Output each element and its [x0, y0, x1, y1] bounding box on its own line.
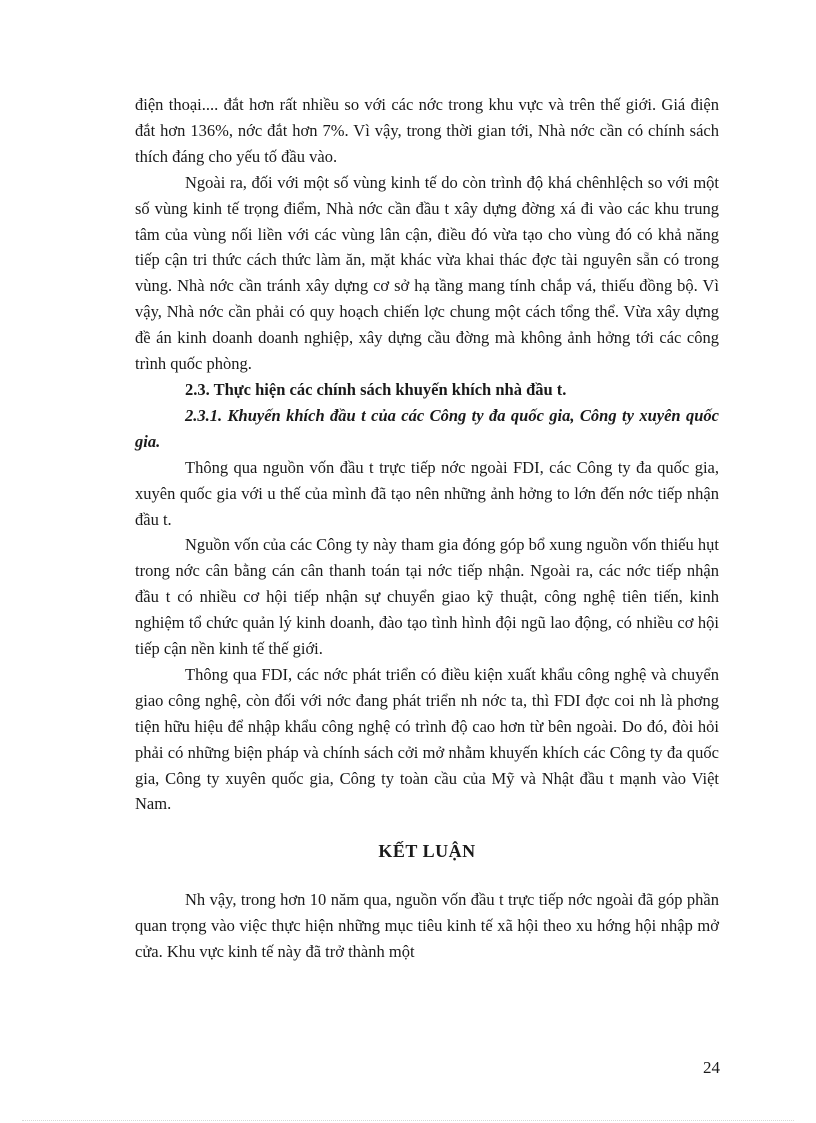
conclusion-title: KẾT LUẬN — [378, 841, 476, 862]
footer-divider — [22, 1120, 794, 1121]
subsection-heading: 2.3.1. Khuyến khích đầu t của các Công ty đa quốc gia, Công ty xuyên quốc gia. — [135, 405, 719, 451]
paragraph-conclusion: Nh vậy, trong hơn 10 năm qua, nguồn vốn đầu t trực tiếp nớc ngoài đã góp phần quan trọng vào việc thực hiện những mục tiêu kinh tế xã hội theo xu hớng hội nhập mở cửa. Khu vực kinh tế này đã trở thành một — [135, 890, 719, 962]
paragraph-technology-transfer: Thông qua FDI, các nớc phát triển có điều kiện xuất khẩu công nghệ và chuyển giao công nghệ, còn đối với nớc đang phát triển nh nớc ta, thì FDI đợc coi nh là phơng tiện hữu hiệu để nhập khẩu công nghệ có trình độ cao hơn từ bên ngoài. Do đó, đòi hỏi phải có những biện pháp và chính sách cởi mở nhằm khuyến khích các Công ty đa quốc gia, Công ty xuyên quốc gia, Công ty toàn cầu của Mỹ và Nhật đầu t mạnh vào Việt Nam. — [135, 664, 719, 814]
paragraph-fdi-influence: Thông qua nguồn vốn đầu t trực tiếp nớc ngoài FDI, các Công ty đa quốc gia, xuyên quốc gia với u thế của mình đã tạo nên những ảnh hởng to lớn đến nớc tiếp nhận đầu t. — [135, 457, 719, 529]
paragraph-capital-sources: Nguồn vốn của các Công ty này tham gia đóng góp bổ xung nguồn vốn thiếu hụt trong nớc cân bằng cán cân thanh toán tại nớc tiếp nhận. Ngoài ra, các nớc tiếp nhận đầu t có nhiều cơ hội tiếp nhận sự chuyển giao kỹ thuật, công nghệ tiên tiến, kinh nghiệm tổ chức quản lý kinh doanh, đào tạo tình hình đội ngũ lao động, có nhiều cơ hội tiếp cận nền kinh tế thế giới. — [135, 535, 719, 659]
page-number: 24 — [703, 1058, 720, 1077]
paragraph-infrastructure: Ngoài ra, đối với một số vùng kinh tế do còn trình độ khá chênhlệch so với một số vùng kinh tế trọng điểm, Nhà nớc cần đầu t xây dựng đờng xá đi vào các khu trung tâm của vùng nối liền với các vùng lân cận, điều đó vừa tạo cho vùng đó có khả năng tiếp cận tri thức cách thức làm ăn, mặt khác vừa khai thác đợc tài nguyên sẵn có trong vùng. Nhà nớc cần tránh xây dựng cơ sở hạ tầng mang tính chắp vá, thiếu đồng bộ. Vì vậy, Nhà nớc cần phải có quy hoạch chiến lợc chung một cách tổng thể. Vừa xây dựng đề án kinh doanh doanh nghiệp, xây dựng cầu đờng mà không ảnh hởng tới các công trình quốc phòng. — [135, 172, 719, 374]
paragraph-continuation: điện thoại.... đắt hơn rất nhiều so với các nớc trong khu vực và trên thế giới. Giá điện đắt hơn 136%, nớc đắt hơn 7%. Vì vậy, trong thời gian tới, Nhà nớc cần có chính sách thích đáng cho yếu tố đầu vào. — [135, 95, 719, 166]
page-body — [135, 92, 719, 965]
section-heading: 2.3. Thực hiện các chính sách khuyến khích nhà đầu t. — [185, 379, 567, 399]
